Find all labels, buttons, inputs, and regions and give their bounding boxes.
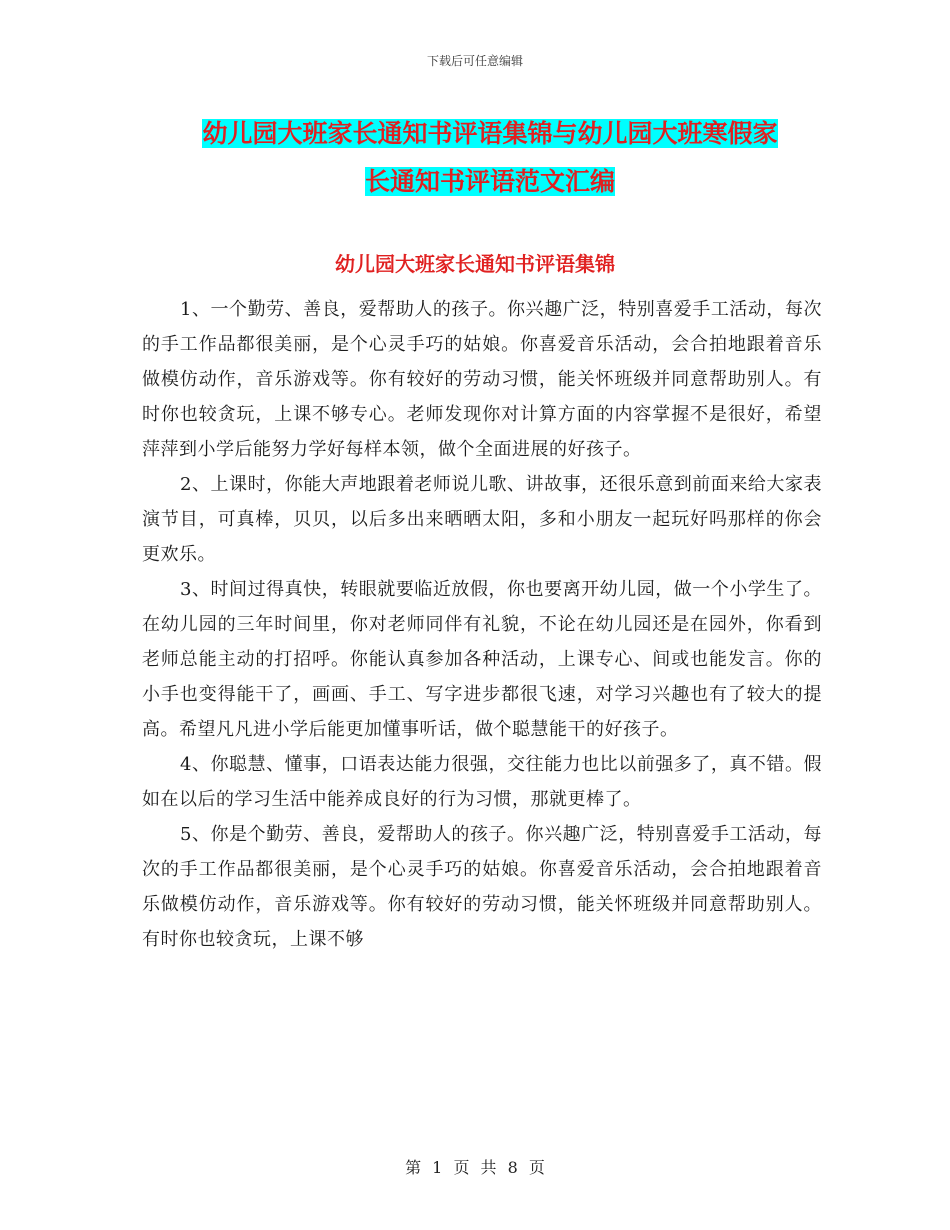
document-body <box>142 292 822 957</box>
header-note: 下载后可任意编辑 <box>426 54 523 68</box>
paragraph-4: 4、你聪慧、懂事，口语表达能力很强，交往能力也比以前强多了，真不错。假如在以后的学习生活中能养成良好的行为习惯，那就更棒了。 <box>142 754 822 810</box>
title-line-1: 幼儿园大班家长通知书评语集锦与幼儿园大班寒假家 <box>202 119 778 148</box>
page-number: 第 1 页 共 8 页 <box>405 1158 545 1177</box>
paragraph-3: 3、时间过得真快，转眼就要临近放假，你也要离开幼儿园，做一个小学生了。在幼儿园的三年时间里，你对老师同伴有礼貌，不论在幼儿园还是在园外，你看到老师总能主动的打招呼。你能认真参加各种活动，上课专心、间或也能发言。你的小手也变得能干了，画画、手工、写字进步都很飞速，对学习兴趣也有了较大的提高。希望凡凡进小学后能更加懂事听话，做个聪慧能干的好孩子。 <box>142 579 822 740</box>
paragraph-5: 5、你是个勤劳、善良，爱帮助人的孩子。你兴趣广泛，特别喜爱手工活动，每次的手工作品都很美丽，是个心灵手巧的姑娘。你喜爱音乐活动，会合拍地跟着音乐做模仿动作，音乐游戏等。你有较好的劳动习惯，能关怀班级并同意帮助别人。有时你也较贪玩，上课不够 <box>142 824 822 950</box>
title-line-2: 长通知书评语范文汇编 <box>364 167 615 196</box>
paragraph-2: 2、上课时，你能大声地跟着老师说儿歌、讲故事，还很乐意到前面来给大家表演节目，可真棒，贝贝，以后多出来晒晒太阳，多和小朋友一起玩好吗那样的你会更欢乐。 <box>142 474 822 565</box>
paragraph-1: 1、一个勤劳、善良，爱帮助人的孩子。你兴趣广泛，特别喜爱手工活动，每次的手工作品都很美丽，是个心灵手巧的姑娘。你喜爱音乐活动，会合拍地跟着音乐做模仿动作，音乐游戏等。你有较好的劳动习惯，能关怀班级并同意帮助别人。有时你也较贪玩，上课不够专心。老师发现你对计算方面的内容掌握不是很好，希望萍萍到小学后能努力学好每样本领，做个全面进展的好孩子。 <box>142 299 822 460</box>
document-title <box>140 110 840 206</box>
section-title: 幼儿园大班家长通知书评语集锦 <box>335 252 615 276</box>
